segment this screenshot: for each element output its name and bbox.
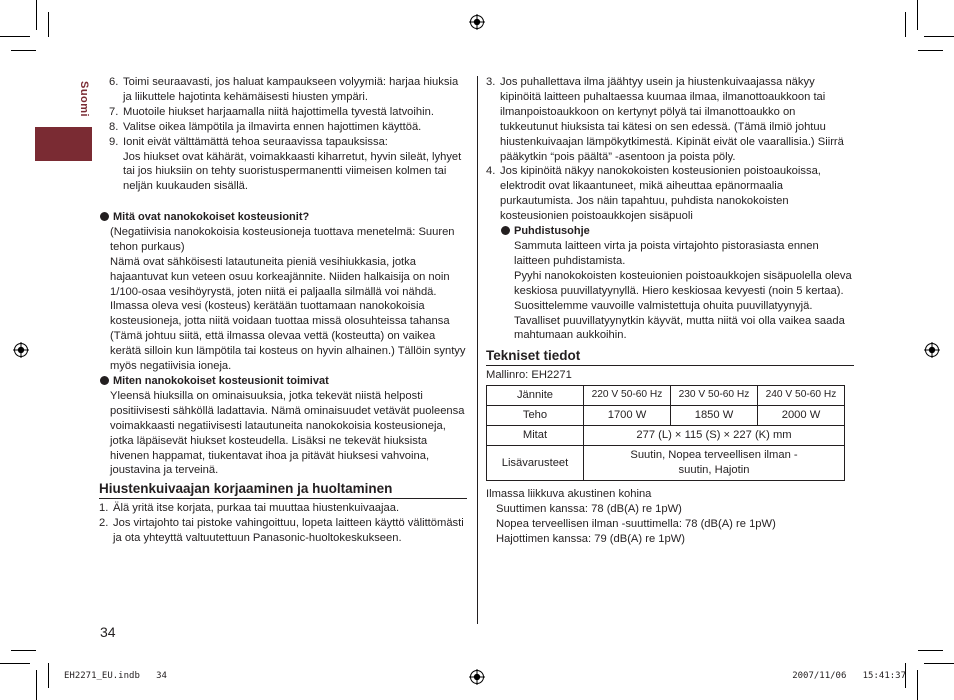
table-cell: Suutin, Nopea terveellisen ilman -suutin, Hajotin: [584, 446, 845, 481]
list-item: 3. Jos puhallettava ilma jäähtyy usein ja hiustenkuivaajassa näkyy kipinöitä laitteen puhaltaessa kuumaa ilmaa, ilmanottoaukkoon tai ilmanpoistoaukkoon on kertynyt pölyä tai ilmanottoaukko on tukkeutunut hiuksista tai kätesi on sen edessä. (Tämä ilmiö johtuu hiustenkuivaajan lämpökytkimestä. Kipinät eivät ole vaarallisia.) Siirrä pääkytkin “pois päältä” -asentoon ja poista pöly.: [486, 76, 844, 163]
left-column: [109, 75, 467, 194]
registration-mark-icon: [924, 342, 940, 358]
footer-file: EH2271_EU.indb 34: [64, 671, 167, 681]
table-cell: Lisävarusteet: [487, 446, 584, 481]
table-row: [487, 446, 845, 481]
table-cell: Mitat: [487, 426, 584, 446]
table-cell: Jännite: [487, 386, 584, 406]
registration-mark-icon: [469, 14, 485, 30]
noise-heading: Ilmassa liikkuva akustinen kohina: [486, 487, 652, 500]
list-item: 8. Valitse oikea lämpötila ja ilmavirta ennen hajottimen käyttöä.: [109, 120, 422, 133]
bullet-icon: [100, 376, 109, 385]
paragraph: Yleensä hiuksilla on ominaisuuksia, jotka tekevät niistä helposti positiivisesti sähköllä ladattavia. Nämä ominaisuudet vetävät puoleensa voimakkaasti negatiivisesti latautuneita nanokokoisia kosteusioneja, jotka läpäisevät hiukset kosteudella. Lisäksi ne tekevät hiuksista hivenen happamat, tiukentavat ihoa ja pitävät hiuksesi vahvoina, joustavina ja terveinä.: [110, 389, 465, 477]
table-cell: 240 V 50-60 Hz: [758, 386, 845, 406]
list-item: 1. Älä yritä itse korjata, purkaa tai muuttaa hiustenkuivaajaa.: [99, 502, 400, 515]
table-row: [487, 406, 845, 426]
spec-table: [486, 385, 845, 481]
table-cell: 2000 W: [758, 406, 845, 426]
table-cell: 277 (L) × 115 (S) × 227 (K) mm: [584, 426, 845, 446]
table-row: [487, 386, 845, 406]
noise-line: Hajottimen kanssa: 79 (dB(A) re 1pW): [496, 532, 686, 545]
bullet-icon: [100, 212, 109, 221]
right-column: [486, 75, 854, 547]
list-item: 4. Jos kipinöitä näkyy nanokokoisten kosteusionien poistoaukoissa, elektrodit ovat likaantuneet, mikä aiheuttaa epänormaalia purkautumista. Jos näin tapahtuu, puhdista nanokokoisten kosteusionien poistoaukkojen sisäpuoli: [486, 165, 821, 223]
paragraph: Suosittelemme vauvoille valmistettuja ohuita puuvillatyynyjä. Tavalliset puuvillatyynytkin käyvät, mutta niitä voi olla vaikea saada mahtumaan aukkoihin.: [514, 299, 845, 342]
left-column-lower: [99, 210, 467, 546]
list-item: 2. Jos virtajohto tai pistoke vahingoittuu, lopeta laitteen käyttö välittömästi ja ota yhteyttä valtuutettuun Panasonic-huoltokeskukseen.: [99, 517, 464, 545]
model-number: Mallinro: EH2271: [486, 369, 572, 382]
question-heading: Mitä ovat nanokokoiset kosteusionit?: [99, 210, 467, 225]
registration-mark-icon: [469, 669, 485, 685]
list-item: 6. Toimi seuraavasti, jos haluat kampaukseen volyymiä: harjaa hiuksia ja liikuttele hajotinta kehämäisesti hiusten ympäri.: [109, 76, 459, 103]
table-row: [487, 426, 845, 446]
table-cell: 230 V 50-60 Hz: [671, 386, 758, 406]
paragraph: Pyyhi nanokokoisten kosteuionien poistoaukkojen sisäpuolella oleva keskiosa puuvillatyynyllä. Hiero keskiosaa kevyesti (noin 5 kertaa).: [514, 269, 852, 297]
language-tab: [35, 127, 92, 161]
list-item-detail: Jos hiukset ovat kähärät, voimakkaasti kiharretut, hyvin sileät, lyhyet tai jos hiuksiin on tehty suoristuspermanentti viimeisen kolmen tai neljän kuukauden sisällä.: [123, 150, 462, 193]
column-divider: [477, 76, 478, 624]
table-cell: 1850 W: [671, 406, 758, 426]
cleaning-heading: Puhdistusohje: [500, 224, 854, 239]
table-cell: 1700 W: [584, 406, 671, 426]
list-item: 9. Ionit eivät välttämättä tehoa seuraavissa tapauksissa:: [109, 135, 388, 148]
section-heading: Hiustenkuivaajan korjaaminen ja huoltaminen: [99, 482, 467, 499]
language-label: Suomi: [78, 81, 90, 118]
paragraph: (Negatiivisia nanokokoisia kosteusioneja tuottava menetelmä: Suuren tehon purkaus): [110, 225, 455, 253]
section-heading: Tekniset tiedot: [486, 349, 854, 366]
registration-mark-icon: [13, 342, 29, 358]
question-heading: Miten nanokokoiset kosteusionit toimivat: [99, 374, 467, 389]
paragraph: Nämä ovat sähköisesti latautuneita pieniä vesihiukkasia, jotka hajaantuvat kun veteen osuu korkeajännite. Niiden halkaisija on noin 1/100-osaa vesihöyrystä, joten niitä ei paljaalla silmällä voi nähdä. Ilmassa oleva vesi (kosteus) kerätään tuottamaan nanokokoisia kosteusioneja, jotta niitä voidaan tuottaa missä olosuhteissa tahansa (Tämä johtuu siitä, että ilmassa olevaa vettä (kosteutta) on vaikea kerätä silloin kun lämpötila tai kosteus on hyvin alhainen.) Tällöin syntyy myös negatiivisia ioneja.: [110, 255, 466, 373]
paragraph: Sammuta laitteen virta ja poista virtajohto pistorasiasta ennen laitteen puhdistamista.: [514, 239, 819, 267]
noise-line: Suuttimen kanssa: 78 (dB(A) re 1pW): [496, 502, 682, 515]
bullet-icon: [501, 226, 510, 235]
footer-datetime: 2007/11/06 15:41:37: [792, 671, 906, 681]
list-item: 7. Muotoile hiukset harjaamalla niitä hajottimella tyvestä latvoihin.: [109, 105, 434, 118]
noise-line: Nopea terveellisen ilman -suuttimella: 78 (dB(A) re 1pW): [496, 517, 776, 530]
table-cell: Teho: [487, 406, 584, 426]
page-number: 34: [100, 624, 116, 640]
table-cell: 220 V 50-60 Hz: [584, 386, 671, 406]
